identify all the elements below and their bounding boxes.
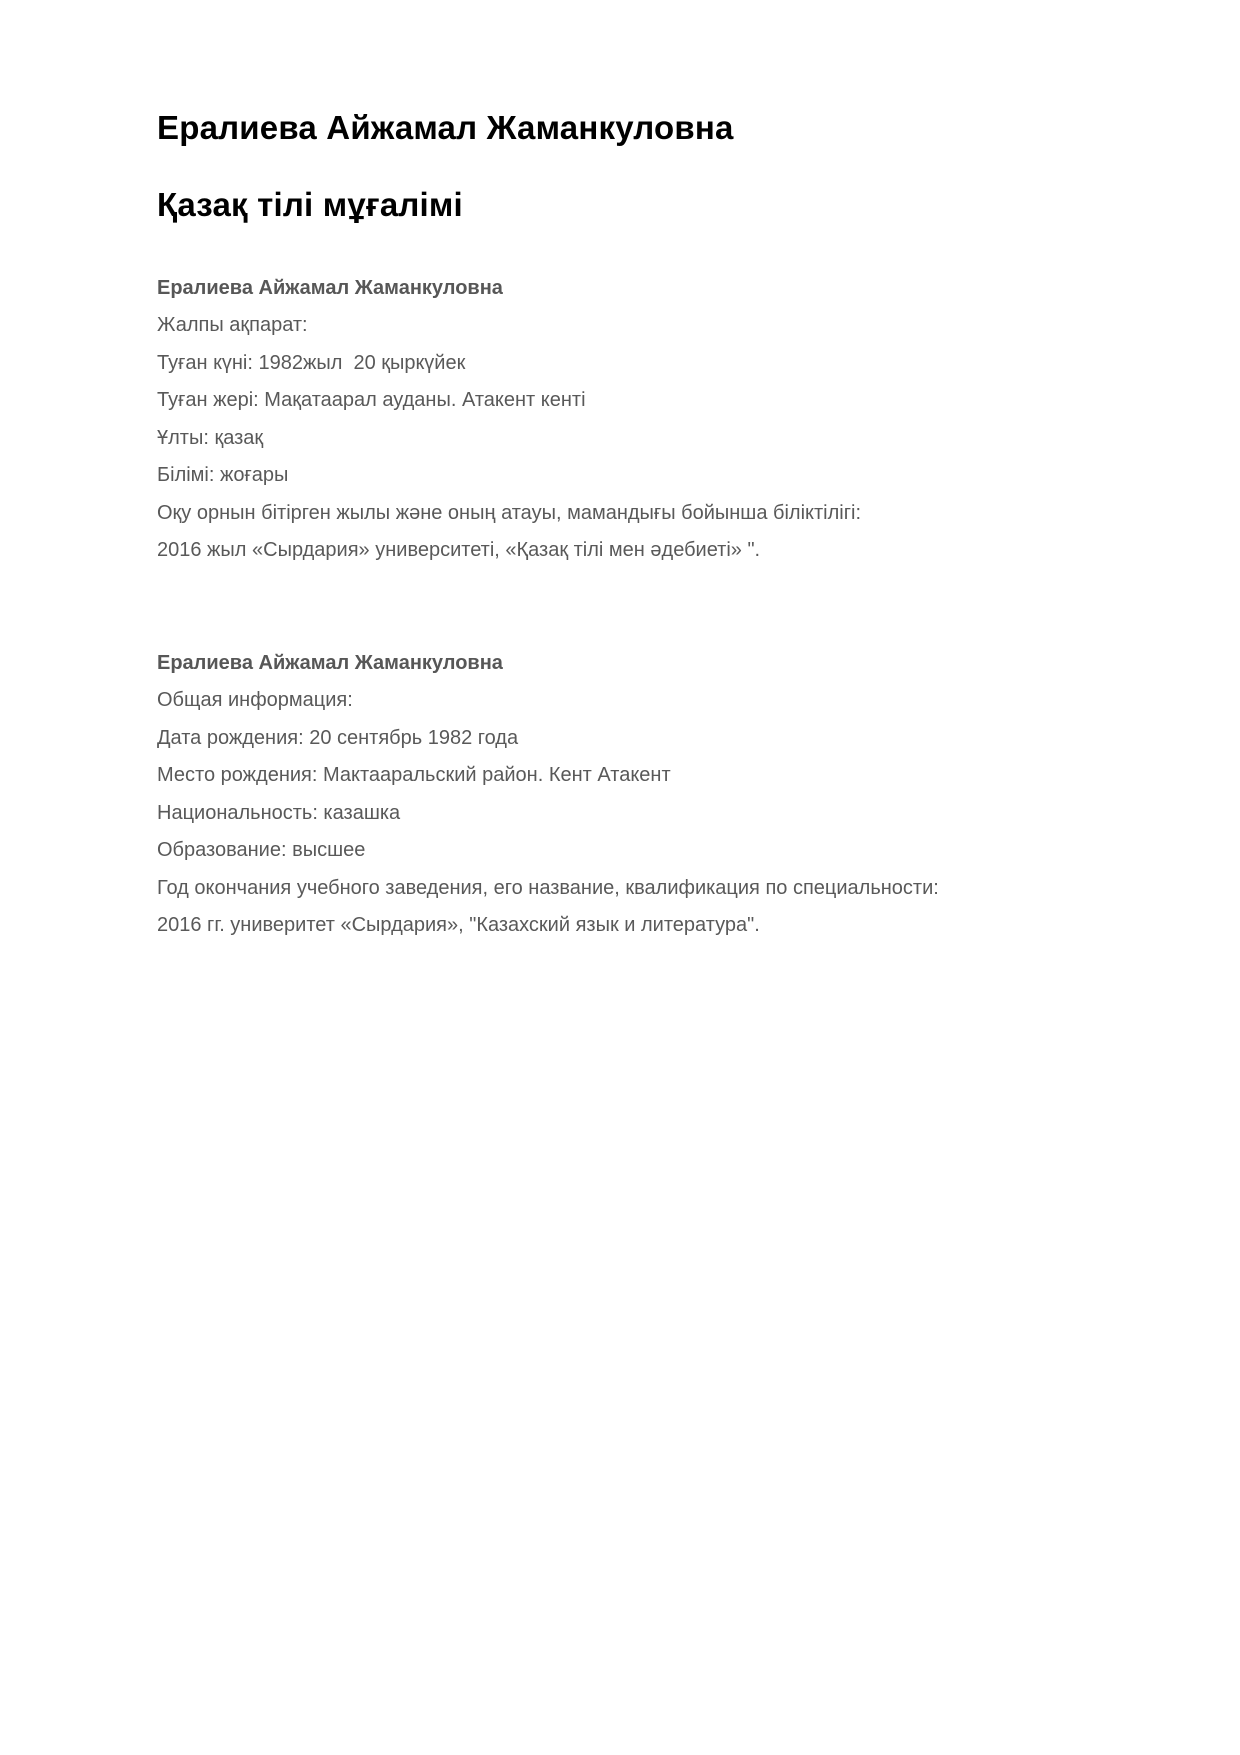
info-line-education: Образование: высшее [157, 839, 366, 861]
document-subtitle: Қазақ тілі мұғалімі [157, 186, 463, 224]
info-line-nationality: Ұлты: қазақ [157, 426, 264, 449]
info-line-birthplace: Туған жері: Мақатаарал ауданы. Атакент кенті [157, 389, 586, 411]
info-line-graduation-label: Оқу орнын бітірген жылы және оның атауы, мамандығы бойынша біліктілігі: [157, 501, 862, 524]
info-line-birthdate: Туған күні: 1982жыл 20 қыркүйек [157, 351, 466, 374]
section-heading-name: Ералиева Айжамал Жаманкуловна [157, 651, 503, 674]
info-line-education: Білімі: жоғары [157, 464, 289, 486]
section-russian-info [157, 645, 1090, 945]
info-line-graduation-value: 2016 жыл «Сырдария» университеті, «Қазақ тілі мен әдебиеті» ". [157, 539, 761, 561]
info-line-general: Общая информация: [157, 689, 353, 711]
info-line-birthdate: Дата рождения: 20 сентябрь 1982 года [157, 726, 519, 749]
section-kazakh-info [157, 270, 1090, 570]
section-heading-name: Ералиева Айжамал Жаманкуловна [157, 276, 503, 299]
info-line-graduation-value: 2016 гг. универитет «Сырдария», "Казахский язык и литература". [157, 914, 760, 936]
document-title: Ералиева Айжамал Жаманкуловна [157, 109, 734, 146]
info-line-nationality: Национальность: казашка [157, 801, 401, 824]
info-line-birthplace: Место рождения: Мактааральский район. Кент Атакент [157, 764, 671, 786]
info-line-general: Жалпы ақпарат: [157, 314, 308, 336]
info-line-graduation-label: Год окончания учебного заведения, его название, квалификация по специальности: [157, 876, 939, 899]
